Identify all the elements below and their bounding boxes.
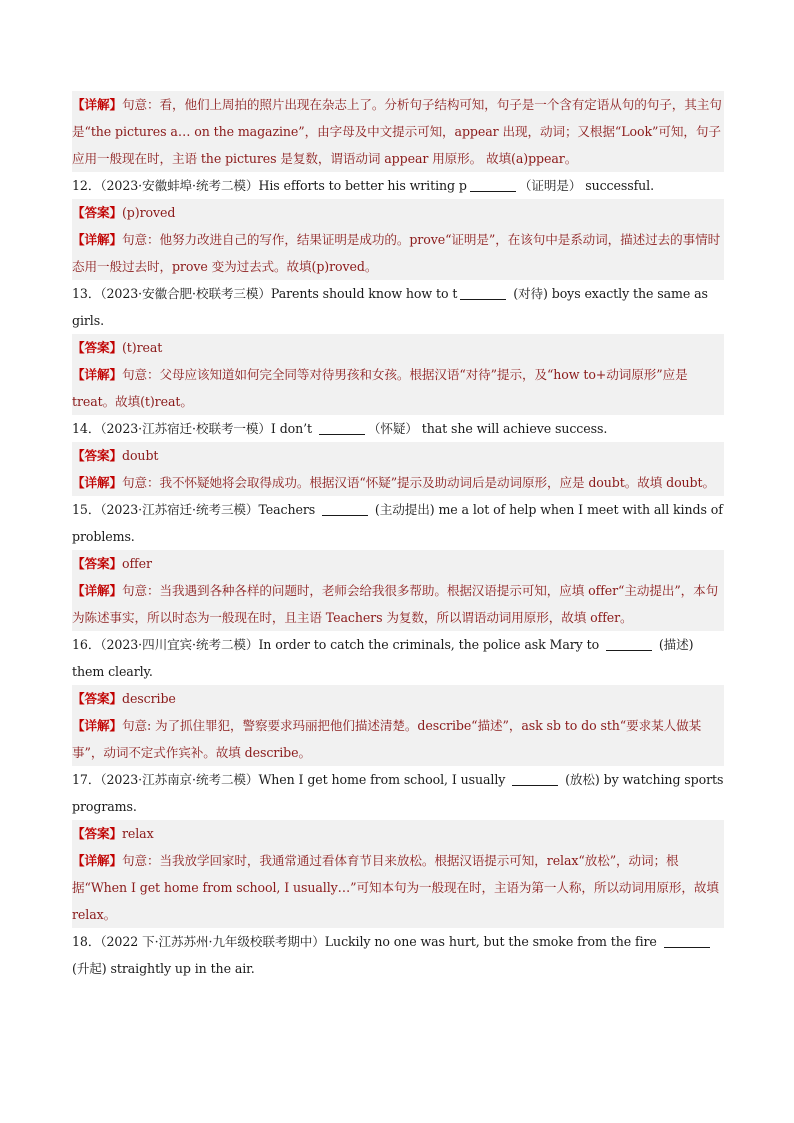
- answer-block: [72, 820, 724, 847]
- question-text-after: (描述) them clearly.: [72, 637, 694, 679]
- detail-tag: 【详解】: [72, 232, 122, 247]
- question-number: 17．: [72, 772, 101, 787]
- answer-text: relax: [121, 826, 154, 841]
- question-source: （2022 下·江苏苏州·九年级校联考期中）: [100, 934, 325, 949]
- detail-tag: 【详解】: [72, 718, 122, 733]
- answer-tag: 【答案】: [72, 448, 122, 463]
- detail-tag: 【详解】: [72, 97, 122, 112]
- answer-tag: 【答案】: [72, 556, 122, 571]
- answer-tag: 【答案】: [72, 691, 122, 706]
- answer-text: describe: [121, 691, 176, 706]
- question-number: 13．: [72, 286, 101, 301]
- detail-block: [72, 226, 724, 280]
- detail-block: [72, 91, 724, 172]
- question-17: [72, 766, 724, 820]
- answer-tag: 【答案】: [72, 205, 122, 220]
- detail-tag: 【详解】: [72, 583, 122, 598]
- question-source: （2023·江苏南京·统考二模）: [100, 772, 259, 787]
- question-14: [72, 415, 724, 442]
- answer-block: [72, 199, 724, 226]
- question-18: [72, 928, 724, 982]
- detail-tag: 【详解】: [72, 475, 122, 490]
- detail-text: 句意：我不怀疑她将会取得成功。根据汉语“怀疑”提示及助动词后是动词原形，应是 doubt。故填 doubt。: [121, 475, 715, 490]
- question-text-before: In order to catch the criminals, the police ask Mary to: [258, 637, 603, 652]
- answer-text: (t)reat: [121, 340, 163, 355]
- answer-blank[interactable]: [322, 501, 368, 516]
- question-15: [72, 496, 724, 550]
- detail-text: 句意：看，他们上周拍的照片出现在杂志上了。分析句子结构可知，句子是一个含有定语从句的句子，其主句是“the pictures a… on the magazine”，由字母及中文提示可知，appear 出现，动词；又根据“Look”可知，句子应用一般现在时，主语 the pictures 是复数，谓语动词 appear 用原形。 故填(a)ppear。: [72, 97, 722, 166]
- answer-tag: 【答案】: [72, 340, 122, 355]
- question-12: [72, 172, 724, 199]
- detail-tag: 【详解】: [72, 853, 122, 868]
- answer-block: [72, 442, 724, 469]
- question-16: [72, 631, 724, 685]
- question-13: [72, 280, 724, 334]
- question-text-after: (主动提出) me a lot of help when I meet with all kinds of problems.: [72, 502, 723, 544]
- answer-tag: 【答案】: [72, 826, 122, 841]
- detail-text: 句意：当我放学回家时，我通常通过看体育节目来放松。根据汉语提示可知，relax“放松”，动词；根据“When I get home from school, I usually…”可知本句为一般现在时，主语为第一人称，所以动词用原形，故填 relax。: [72, 853, 719, 922]
- detail-text: 句意：他努力改进自己的写作，结果证明是成功的。prove“证明是”，在该句中是系动词，描述过去的事情时态用一般过去时，prove 变为过去式。故填(p)roved。: [72, 232, 721, 274]
- detail-text: 句意：父母应该知道如何完全同等对待男孩和女孩。根据汉语“对待”提示，及“how to+动词原形”应是 treat。故填(t)reat。: [72, 367, 688, 409]
- question-number: 14．: [72, 421, 101, 436]
- question-number: 12．: [72, 178, 101, 193]
- question-source: （2023·安徽蚌埠·统考二模）: [100, 178, 259, 193]
- question-text-after: （怀疑） that she will achieve success.: [367, 421, 608, 436]
- answer-blank[interactable]: [606, 636, 652, 651]
- question-text-before: Teachers: [258, 502, 320, 517]
- answer-text: (p)roved: [121, 205, 176, 220]
- detail-text: 句意：当我遇到各种各样的问题时，老师会给我很多帮助。根据汉语提示可知，应填 offer“主动提出”，本句为陈述事实，所以时态为一般现在时，且主语 Teachers 为复数，所以谓语动词用原形，故填 offer。: [72, 583, 719, 625]
- question-source: （2023·江苏宿迁·校联考一模）: [100, 421, 271, 436]
- question-text-after: (升起) straightly up in the air.: [72, 961, 255, 976]
- question-source: （2023·江苏宿迁·统考三模）: [100, 502, 259, 517]
- answer-blank[interactable]: [470, 177, 516, 192]
- detail-block: [72, 361, 724, 415]
- question-text-after: （证明是） successful.: [518, 178, 654, 193]
- answer-blank[interactable]: [460, 285, 506, 300]
- answer-block: [72, 334, 724, 361]
- question-text-before: I don’t: [270, 421, 316, 436]
- answer-block: [72, 550, 724, 577]
- detail-tag: 【详解】: [72, 367, 122, 382]
- detail-block: [72, 469, 724, 496]
- detail-block: [72, 712, 724, 766]
- document-page: [72, 91, 724, 982]
- question-number: 15．: [72, 502, 101, 517]
- question-text-before: Luckily no one was hurt, but the smoke from the fire: [324, 934, 661, 949]
- question-number: 16．: [72, 637, 101, 652]
- question-text-before: Parents should know how to t: [270, 286, 458, 301]
- question-text-before: When I get home from school, I usually: [258, 772, 510, 787]
- answer-text: offer: [121, 556, 152, 571]
- question-source: （2023·四川宜宾·统考二模）: [100, 637, 259, 652]
- question-text-after: (对待) boys exactly the same as girls.: [72, 286, 708, 328]
- question-number: 18．: [72, 934, 101, 949]
- question-source: （2023·安徽合肥·校联考三模）: [100, 286, 271, 301]
- detail-block: [72, 577, 724, 631]
- answer-text: doubt: [121, 448, 159, 463]
- answer-blank[interactable]: [512, 771, 558, 786]
- question-text-before: His efforts to better his writing p: [258, 178, 467, 193]
- answer-blank[interactable]: [319, 420, 365, 435]
- detail-block: [72, 847, 724, 928]
- answer-block: [72, 685, 724, 712]
- question-text-after: (放松) by watching sports programs.: [72, 772, 724, 814]
- detail-text: 句意: 为了抓住罪犯，警察要求玛丽把他们描述清楚。describe“描述”，ask sb to do sth“要求某人做某事”，动词不定式作宾补。故填 describe。: [72, 718, 702, 760]
- answer-blank[interactable]: [664, 933, 710, 948]
